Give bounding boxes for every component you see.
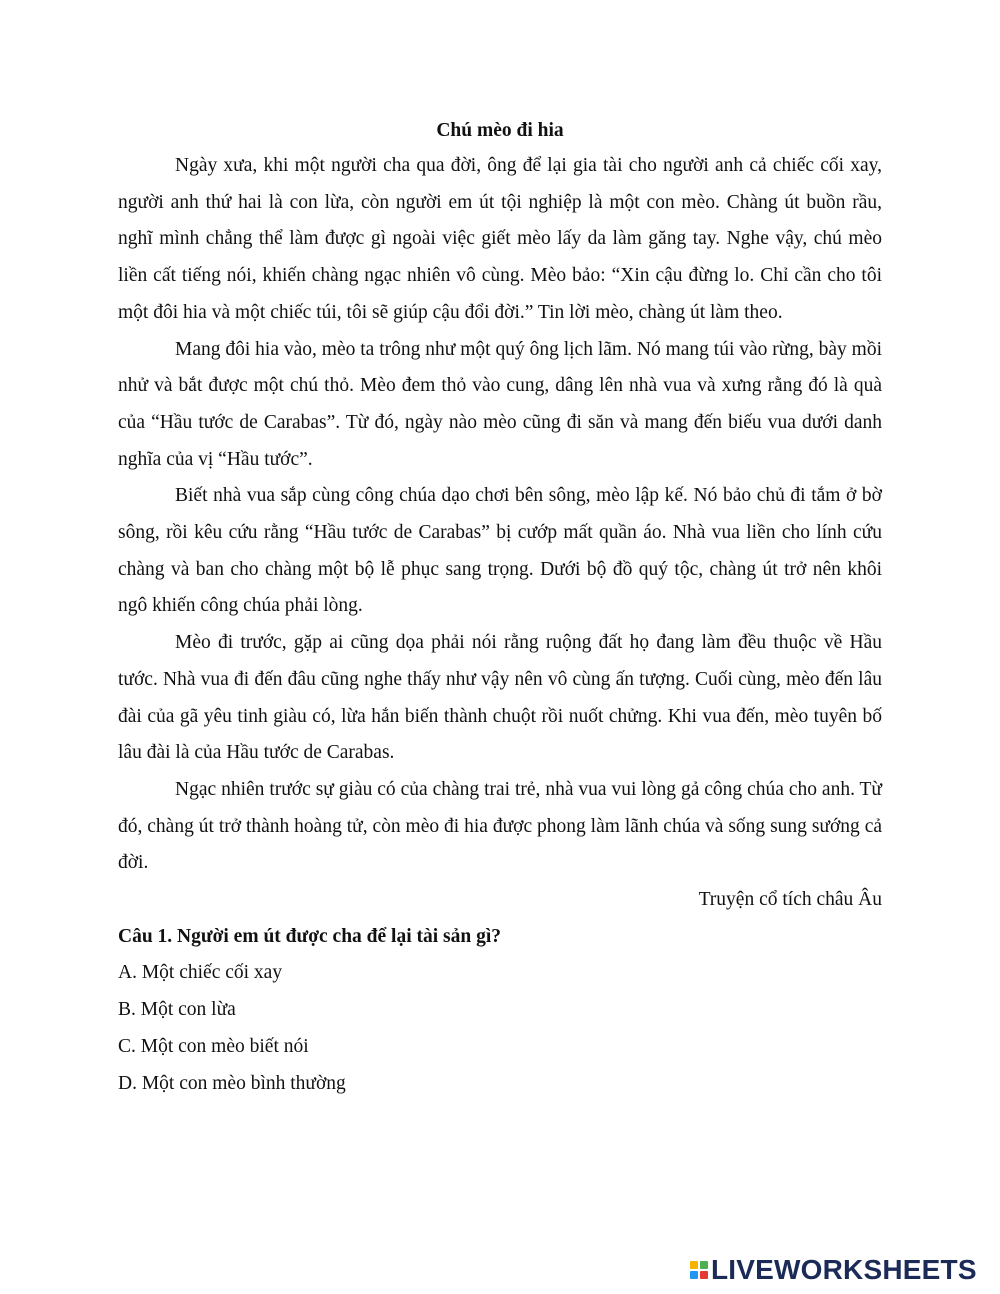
logo-square-3 <box>690 1271 698 1279</box>
liveworksheets-logo <box>690 1253 977 1287</box>
story-title: Chú mèo đi hia <box>436 120 564 141</box>
story-paragraph-4: Mèo đi trước, gặp ai cũng dọa phải nói rằng ruộng đất họ đang làm đều thuộc về Hầu tước. Nhà vua đi đến đâu cũng nghe thấy như vậy nên vô cùng ấn tượng. Cuối cùng, mèo đến lâu đài của gã yêu tinh giàu có, lừa hắn biến thành chuột rồi nuốt chửng. Khi vua đến, mèo tuyên bố lâu đài là của Hầu tước de Carabas. <box>118 632 882 764</box>
logo-square-1 <box>690 1261 698 1269</box>
story-paragraph-3: Biết nhà vua sắp cùng công chúa dạo chơi bên sông, mèo lập kế. Nó bảo chủ đi tắm ở bờ sông, rồi kêu cứu rằng “Hầu tước de Carabas” bị cướp mất quần áo. Nhà vua liền cho lính cứu chàng và ban cho chàng một bộ lễ phục sang trọng. Dưới bộ đồ quý tộc, chàng út trở nên khôi ngô khiến công chúa phải lòng. <box>118 485 882 617</box>
story-paragraph-2: Mang đôi hia vào, mèo ta trông như một quý ông lịch lãm. Nó mang túi vào rừng, bày mồi nhử và bắt được một chú thỏ. Mèo đem thỏ vào cung, dâng lên nhà vua và xưng rằng đó là quà của “Hầu tước de Carabas”. Từ đó, ngày nào mèo cũng đi săn và mang đến biếu vua dưới danh nghĩa của vị “Hầu tước”. <box>118 338 882 470</box>
answer-option-d: D. Một con mèo bình thường <box>118 1072 346 1094</box>
worksheet-page <box>118 114 882 1102</box>
answer-option-a: A. Một chiếc cối xay <box>118 962 283 984</box>
liveworksheets-logo-icon <box>690 1261 708 1279</box>
answer-option-c: C. Một con mèo biết nói <box>118 1035 309 1057</box>
answer-option-b: B. Một con lừa <box>118 999 236 1021</box>
logo-square-4 <box>700 1271 708 1279</box>
story-source: Truyện cổ tích châu Âu <box>698 889 882 911</box>
liveworksheets-logo-text: LIVEWORKSHEETS <box>711 1254 977 1285</box>
story-paragraph-5: Ngạc nhiên trước sự giàu có của chàng trai trẻ, nhà vua vui lòng gả công chúa cho anh. Từ đó, chàng út trở thành hoàng tử, còn mèo đi hia được phong làm lãnh chúa và sống sung sướng cả đời. <box>118 778 882 874</box>
story-paragraph-1: Ngày xưa, khi một người cha qua đời, ông để lại gia tài cho người anh cả chiếc cối xay, người anh thứ hai là con lừa, còn người em út tội nghiệp là một con mèo. Chàng út buồn rầu, nghĩ mình chẳng thể làm được gì ngoài việc giết mèo lấy da làm găng tay. Nghe vậy, chú mèo liền cất tiếng nói, khiến chàng ngạc nhiên vô cùng. Mèo bảo: “Xin cậu đừng lo. Chỉ cần cho tôi một đôi hia và một chiếc túi, tôi sẽ giúp cậu đổi đời.” Tin lời mèo, chàng út làm theo. <box>118 155 882 323</box>
logo-square-2 <box>700 1261 708 1269</box>
question-1-text: Câu 1. Người em út được cha để lại tài sản gì? <box>118 925 502 947</box>
